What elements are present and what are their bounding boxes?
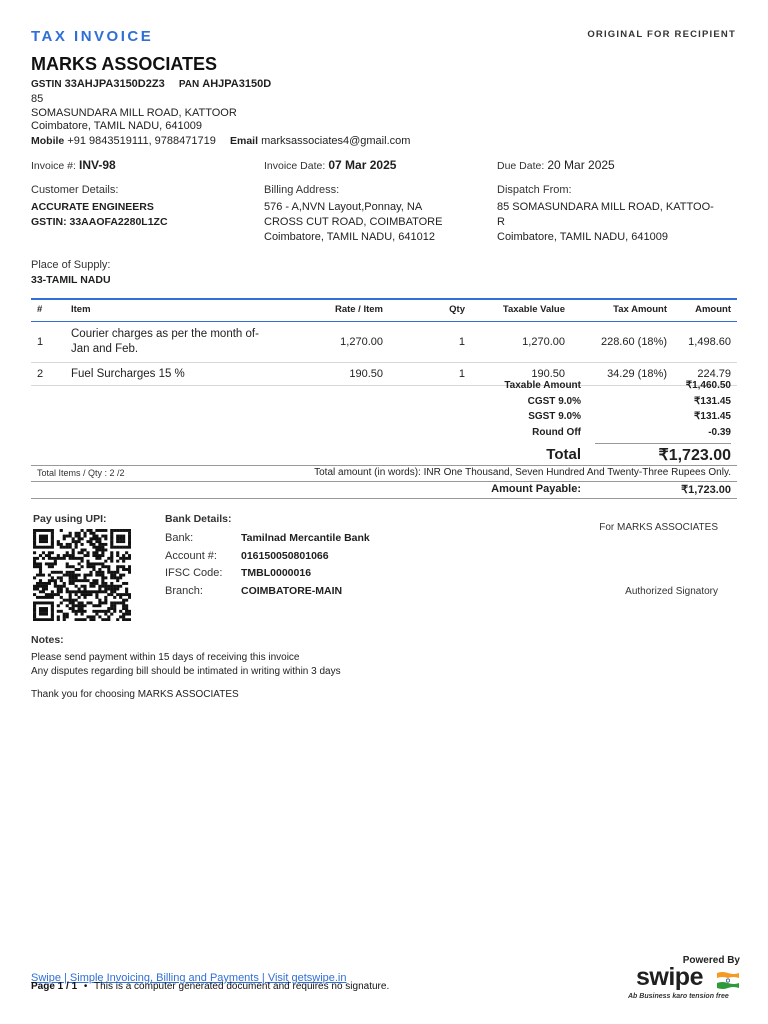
india-flag-icon <box>717 972 739 990</box>
customer-name: ACCURATE ENGINEERS <box>31 201 154 213</box>
summary-value: ₹131.45 <box>694 411 731 422</box>
account-value: 016150050801066 <box>241 549 329 562</box>
swipe-wordmark: swipe <box>636 963 703 991</box>
ifsc-row <box>165 565 370 583</box>
payable-rule <box>31 481 737 482</box>
summary-label: CGST 9.0% <box>527 395 581 407</box>
account-row <box>165 548 370 566</box>
row-tax: 34.29 (18%) <box>571 363 673 386</box>
col-rate: Rate / Item <box>297 299 389 322</box>
due-date <box>497 158 615 172</box>
mobile-value: +91 9843519111, 9788471719 <box>67 134 216 147</box>
dispatch-line: Coimbatore, TAMIL NADU, 641009 <box>497 231 668 243</box>
qr-code-graphic <box>33 529 131 621</box>
billing-line: 576 - A,NVN Layout,Ponnay, NA <box>264 201 423 213</box>
page-number: Page 1 / 1 <box>31 981 78 992</box>
col-tax: Tax Amount <box>571 299 673 322</box>
account-key: Account #: <box>165 549 217 562</box>
generated-note: This is a computer generated document and requires no signature. <box>94 981 390 992</box>
tax-summary <box>440 380 731 442</box>
authorized-signatory-label: Authorized Signatory <box>625 586 718 597</box>
summary-label: SGST 9.0% <box>528 411 581 422</box>
for-company-label: For MARKS ASSOCIATES <box>599 522 718 533</box>
dispatch-line: R <box>497 216 505 228</box>
ifsc-key: IFSC Code: <box>165 567 223 579</box>
customer-details <box>31 183 168 230</box>
footer-bullet: • <box>83 981 88 992</box>
copy-label: ORIGINAL FOR RECIPIENT <box>587 29 736 40</box>
billing-line: Coimbatore, TAMIL NADU, 641012 <box>264 231 435 243</box>
company-name: MARKS ASSOCIATES <box>31 54 218 74</box>
invoice-number-value: INV-98 <box>79 158 116 172</box>
amount-payable-value: ₹1,723.00 <box>681 484 731 496</box>
amount-payable-label: Amount Payable: <box>491 483 581 495</box>
supply-label: Place of Supply: <box>31 259 111 271</box>
powered-by-label: Powered By <box>682 955 740 966</box>
company-address <box>31 93 410 148</box>
row-amount: 1,498.60 <box>673 322 737 363</box>
note-line: Any disputes regarding bill should be intimated in writing within 3 days <box>31 665 341 677</box>
row-qty: 1 <box>389 363 471 386</box>
bank-value: Tamilnad Mercantile Bank <box>241 532 370 544</box>
row-item-line: Jan and Feb. <box>71 343 139 355</box>
summary-value: ₹131.45 <box>694 395 731 407</box>
invoice-number <box>31 158 116 172</box>
row-item-line: Courier charges as per the month of- <box>71 328 259 340</box>
row-item <box>65 322 297 363</box>
invoice-date-value: 07 Mar 2025 <box>328 158 397 172</box>
invoice-number-label: Invoice #: <box>31 160 76 172</box>
branch-row <box>165 583 370 601</box>
flag-graphic <box>717 972 739 990</box>
summary-value: -0.39 <box>708 426 731 438</box>
pan-value: AHJPA3150D <box>202 78 272 90</box>
summary-value: ₹1,460.50 <box>685 380 731 391</box>
col-amount: Amount <box>673 299 737 322</box>
row-num: 2 <box>31 363 65 386</box>
swipe-footer-link[interactable]: Swipe | Simple Invoicing, Billing and Payments | Visit getswipe.in <box>31 972 347 984</box>
document-title: TAX INVOICE <box>31 28 154 45</box>
pan-label: PAN <box>178 79 200 90</box>
row-item: Fuel Surcharges 15 % <box>65 363 297 386</box>
row-taxable: 190.50 <box>471 363 571 386</box>
billing-label: Billing Address: <box>264 184 340 196</box>
upi-qr-code-icon[interactable] <box>33 529 131 621</box>
bank-details-label: Bank Details: <box>165 513 232 525</box>
summary-label: Taxable Amount <box>504 380 581 391</box>
contact-line <box>31 135 410 149</box>
bank-details <box>165 530 370 600</box>
invoice-date <box>264 158 396 172</box>
place-of-supply <box>31 258 111 288</box>
address-line: Coimbatore, TAMIL NADU, 641009 <box>31 120 202 132</box>
branch-value: COIMBATORE-MAIN <box>241 584 343 597</box>
summary-round-off <box>440 427 731 443</box>
summary-taxable <box>440 380 731 396</box>
row-rate: 1,270.00 <box>297 322 389 363</box>
notes-label: Notes: <box>31 634 64 646</box>
billing-address <box>264 183 442 245</box>
footer-page-line <box>31 981 389 992</box>
summary-label: Round Off <box>532 426 581 438</box>
total-rule <box>31 465 737 466</box>
branch-key: Branch: <box>165 584 203 597</box>
address-line: SOMASUNDARA MILL ROAD, KATTOOR <box>31 106 237 119</box>
thank-you-note: Thank you for choosing MARKS ASSOCIATES <box>31 689 239 700</box>
billing-line: CROSS CUT ROAD, COIMBATORE <box>264 216 443 228</box>
invoice-date-label: Invoice Date: <box>264 160 326 172</box>
company-tax-ids <box>31 78 271 90</box>
table-header-row <box>31 299 737 322</box>
dispatch-line: 85 SOMASUNDARA MILL ROAD, KATTOO- <box>497 201 714 213</box>
email-value: marksassociates4@gmail.com <box>261 134 411 147</box>
row-taxable: 1,270.00 <box>471 322 571 363</box>
due-date-value: 20 Mar 2025 <box>547 158 615 172</box>
row-tax: 228.60 (18%) <box>571 322 673 363</box>
bank-key: Bank: <box>165 532 194 544</box>
gstin-value: 33AHJPA3150D2Z3 <box>64 78 165 90</box>
col-num: # <box>31 299 65 322</box>
total-value: ₹1,723.00 <box>658 447 731 464</box>
due-date-label: Due Date: <box>497 160 545 172</box>
payable-bottom-rule <box>31 498 737 499</box>
table-row <box>31 322 737 363</box>
address-line: 85 <box>31 93 44 105</box>
ifsc-value: TMBL0000016 <box>241 567 312 579</box>
customer-label: Customer Details: <box>31 184 119 196</box>
bank-row <box>165 530 370 548</box>
swipe-logo <box>628 963 742 1003</box>
summary-sgst <box>440 411 731 427</box>
dispatch-from <box>497 183 714 245</box>
row-amount: 224.79 <box>673 363 737 386</box>
swipe-tagline: Ab Business karo tension free <box>628 993 729 1000</box>
row-qty: 1 <box>389 322 471 363</box>
row-num: 1 <box>31 322 65 363</box>
customer-gstin: GSTIN: 33AAOFA2280L1ZC <box>31 216 168 228</box>
gstin-label: GSTIN <box>31 79 62 90</box>
mobile-label: Mobile <box>31 134 65 147</box>
summary-cgst <box>440 396 731 412</box>
amount-in-words: Total amount (in words): INR One Thousand, Seven Hundred And Twenty-Three Rupees Only. <box>314 467 731 478</box>
col-taxable: Taxable Value <box>471 299 571 322</box>
total-items-qty: Total Items / Qty : 2 /2 <box>37 468 125 478</box>
row-rate: 190.50 <box>297 363 389 386</box>
col-qty: Qty <box>389 299 471 322</box>
items-table <box>31 298 737 386</box>
col-item: Item <box>65 299 297 322</box>
upi-label: Pay using UPI: <box>33 513 107 525</box>
total-divider <box>595 443 731 444</box>
dispatch-label: Dispatch From: <box>497 184 572 196</box>
email-label: Email <box>230 134 259 147</box>
note-line: Please send payment within 15 days of receiving this invoice <box>31 652 300 663</box>
supply-value: 33-TAMIL NADU <box>31 274 111 286</box>
total-label: Total <box>546 446 581 463</box>
notes-body <box>31 651 341 678</box>
